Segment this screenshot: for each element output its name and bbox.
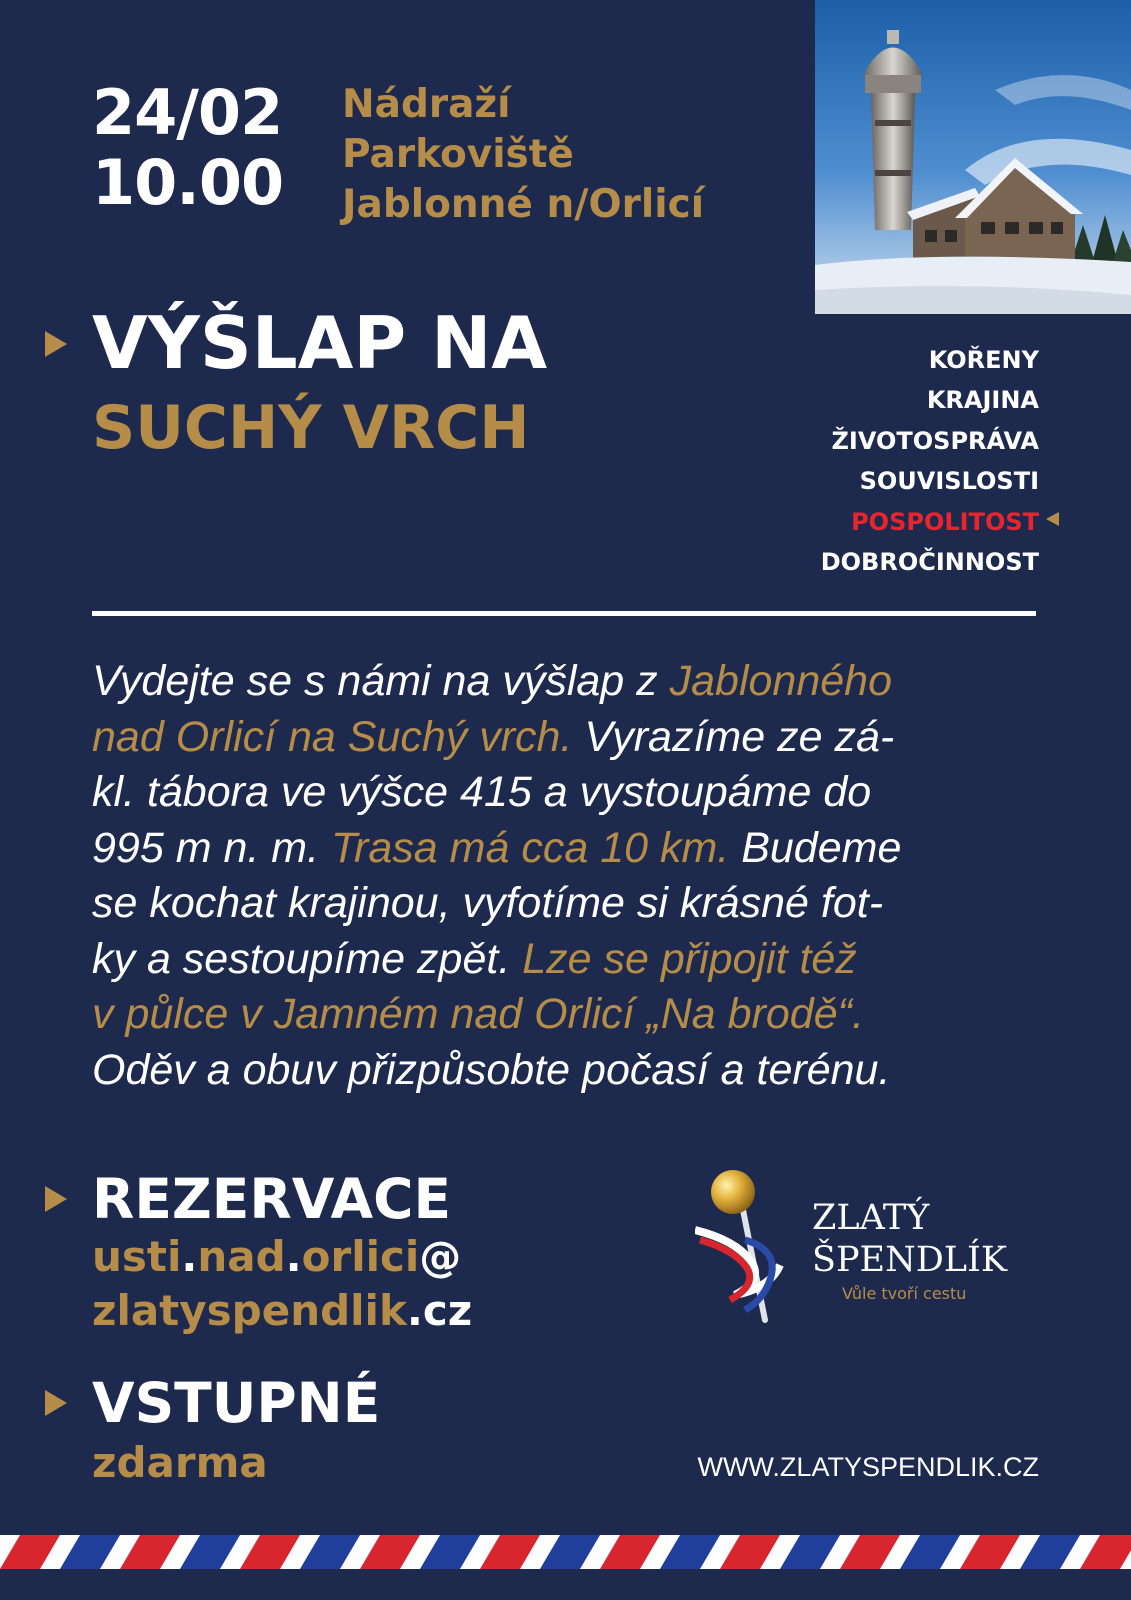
highlighted-text: Jablonného — [669, 657, 892, 705]
highlighted-text: v půlce v Jamném nad Orlicí „Na brodě“. — [92, 990, 864, 1038]
description-line — [92, 765, 1052, 821]
text-run: kl. tábora ve výšce 415 a vystoupáme do — [92, 768, 872, 816]
lookout-tower-photo — [815, 0, 1131, 314]
event-datetime — [92, 78, 283, 218]
reservation-email-line1[interactable] — [92, 1229, 461, 1284]
description-line — [92, 932, 1052, 988]
text-run: se kochat krajinou, vyfotíme si krásné fot- — [92, 879, 884, 927]
topic-list — [821, 340, 1039, 582]
description-line — [92, 876, 1052, 932]
reservation-heading: REZERVACE — [92, 1167, 452, 1231]
reservation-email-line2[interactable] — [92, 1283, 472, 1338]
topic-item-active: POSPOLITOST — [851, 507, 1039, 536]
reservation-bullet-icon — [45, 1186, 67, 1212]
highlighted-text: Trasa má cca 10 km. — [330, 823, 730, 872]
text-run: ky a sestoupíme zpět. — [92, 934, 523, 983]
divider — [92, 611, 1036, 616]
logo-tagline: Vůle tvoří cestu — [842, 1284, 967, 1303]
highlighted-text: zlatyspendlik — [92, 1286, 407, 1335]
text-run: Oděv a obuv přizpůsobte počasí a terénu. — [92, 1045, 891, 1094]
meeting-place — [342, 80, 704, 230]
logo-name-line2: ŠPENDLÍK — [812, 1240, 1007, 1280]
text-run: Vyrazíme ze zá- — [572, 712, 895, 761]
admission-bullet-icon — [45, 1390, 67, 1416]
text-run: . — [285, 1232, 302, 1281]
topic-item: ŽIVOTOSPRÁVA — [831, 426, 1039, 455]
highlighted-text: nad Orlicí na Suchý vrch. — [92, 712, 573, 761]
place-line: Parkoviště — [342, 132, 574, 177]
logo-wordmark — [812, 1197, 1007, 1281]
highlighted-text: usti — [92, 1232, 182, 1281]
description-line — [92, 710, 1052, 766]
place-line: Jablonné n/Orlicí — [342, 182, 705, 227]
event-title-line2: SUCHÝ VRCH — [92, 393, 530, 463]
topic-item: DOBROČINNOST — [820, 548, 1039, 577]
description-line — [92, 821, 1052, 877]
admission-value: zdarma — [92, 1438, 268, 1487]
topic-item: SOUVISLOSTI — [859, 467, 1039, 496]
text-run: .cz — [406, 1286, 473, 1335]
event-title-line1: VÝŠLAP NA — [92, 301, 548, 385]
topic-item: KOŘENY — [928, 346, 1039, 374]
text-run: . — [181, 1232, 198, 1281]
active-topic-marker-icon — [1046, 512, 1059, 526]
website-link[interactable]: WWW.ZLATYSPENDLIK.CZ — [697, 1452, 1039, 1482]
topic-item: KRAJINA — [926, 386, 1039, 415]
highlighted-text: Lze se připojit též — [522, 934, 857, 983]
description-line — [92, 987, 1052, 1043]
event-date: 24/02 — [92, 76, 283, 149]
event-description — [92, 654, 1052, 1098]
highlighted-text: nad — [197, 1232, 286, 1281]
admission-heading: VSTUPNÉ — [92, 1371, 381, 1435]
text-run: @ — [419, 1232, 462, 1281]
title-bullet-icon — [45, 331, 67, 357]
logo-name-line1: ZLATÝ — [812, 1198, 930, 1238]
text-run: Budeme — [729, 823, 902, 872]
text-run: Vydejte se s námi na výšlap z — [92, 657, 670, 705]
tricolor-stripe — [0, 1535, 1131, 1569]
event-time: 10.00 — [92, 146, 284, 219]
description-line — [92, 654, 1052, 710]
description-line — [92, 1043, 1052, 1099]
text-run: 995 m n. m. — [92, 823, 331, 872]
highlighted-text: orlici — [301, 1232, 420, 1281]
place-line: Nádraží — [342, 82, 511, 127]
